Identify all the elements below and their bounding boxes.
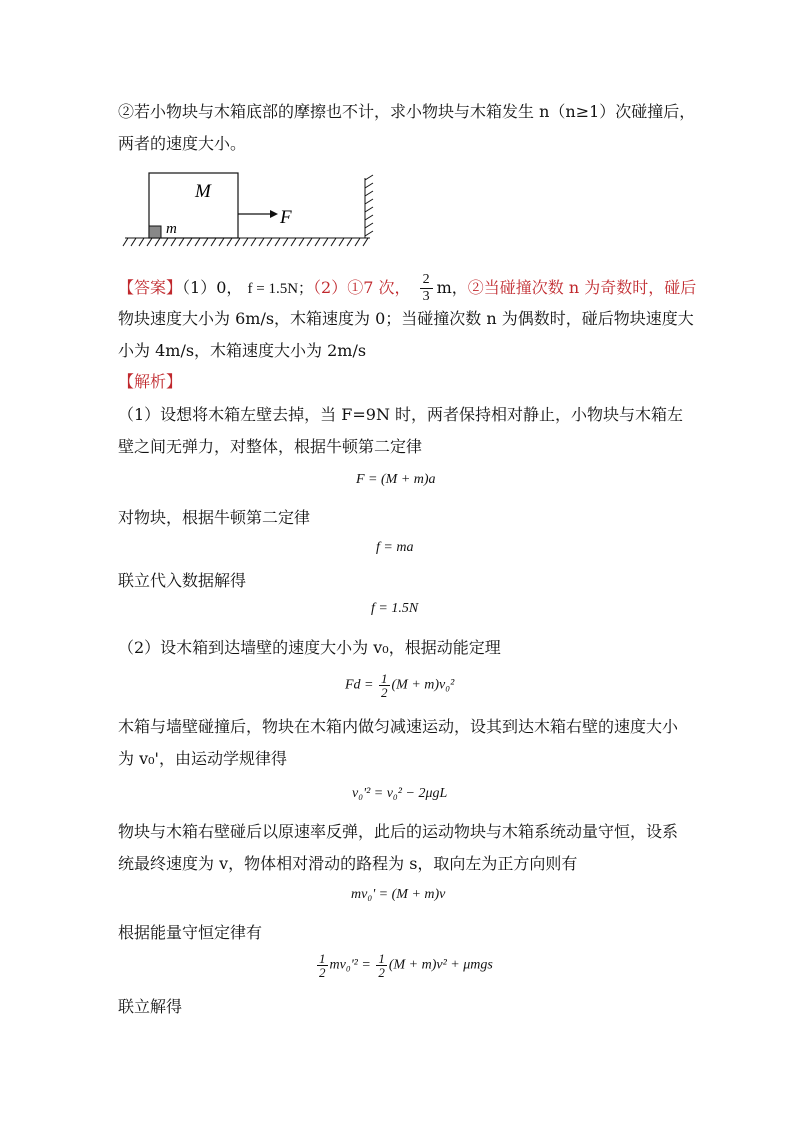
answer-line-3: 小为 4m/s，木箱速度大小为 2m/s xyxy=(118,341,367,360)
ground-hatching xyxy=(123,238,370,246)
analysis-p1-line1: （1）设想将木箱左壁去掉，当 F=9N 时，两者保持相对静止，小物块与木箱左 xyxy=(118,405,684,424)
small-block xyxy=(149,226,161,238)
analysis-p6-line1: 物块与木箱右壁碰后以原速率反弹，此后的运动物块与木箱系统动量守恒，设系 xyxy=(118,822,679,841)
half-den-a: 2 xyxy=(319,965,326,980)
equation-7-a: mv₀'² = xyxy=(329,957,371,973)
analysis-p3: 联立代入数据解得 xyxy=(118,571,247,590)
equation-5: v₀'² = v₀² − 2μgL xyxy=(352,786,448,801)
equation-3: f = 1.5N xyxy=(371,601,419,616)
equation-4 xyxy=(345,672,454,699)
analysis-p6-line2: 统最终速度为 v，物体相对滑动的路程为 s，取向左为正方向则有 xyxy=(118,854,578,873)
analysis-p5-line2: 为 v₀'，由运动学规律得 xyxy=(118,749,287,768)
answer-part3: ②当碰撞次数 n 为奇数时，碰后 xyxy=(467,278,697,297)
equation-2: f = ma xyxy=(376,540,414,555)
equation-4-half xyxy=(379,672,390,699)
equation-7-half-a xyxy=(317,952,328,979)
half-num-a: 1 xyxy=(319,951,326,966)
question-line-2: 两者的速度大小。 xyxy=(118,134,247,153)
analysis-p8: 联立解得 xyxy=(118,997,183,1016)
equation-7 xyxy=(315,952,493,979)
answer-fraction xyxy=(420,272,433,305)
analysis-p7: 根据能量守恒定律有 xyxy=(118,923,263,942)
equation-6: mv₀' = (M + m)v xyxy=(351,887,446,902)
block-label: m xyxy=(166,221,177,237)
analysis-p4: （2）设木箱到达墙壁的速度大小为 v₀，根据动能定理 xyxy=(118,638,501,657)
question-line-1: ②若小物块与木箱底部的摩擦也不计，求小物块与木箱发生 n（n≥1）次碰撞后， xyxy=(118,102,696,121)
analysis-p1-line2: 壁之间无弹力，对整体，根据牛顿第二定律 xyxy=(118,437,423,456)
answer-line-1 xyxy=(118,272,696,305)
wooden-box xyxy=(149,173,238,238)
analysis-p5-line1: 木箱与墙壁碰撞后，物块在木箱内做匀减速运动，设其到达木箱右壁的速度大小 xyxy=(118,717,679,736)
box-label: M xyxy=(195,181,211,202)
half-den: 2 xyxy=(381,685,388,700)
force-label: F xyxy=(280,207,292,228)
answer-frac-num: 2 xyxy=(420,272,433,289)
answer-tag: 【答案】 xyxy=(118,278,183,297)
half-num-b: 1 xyxy=(378,951,385,966)
equation-1: F = (M + m)a xyxy=(356,472,436,487)
force-arrow xyxy=(238,210,278,218)
equation-7-half-b xyxy=(376,952,387,979)
answer-frac-unit: m， xyxy=(436,278,468,297)
equation-7-b: (M + m)v² + μmgs xyxy=(388,957,493,973)
answer-part1: （1）0， xyxy=(182,278,243,297)
half-den-b: 2 xyxy=(378,965,385,980)
equation-4-left: Fd = xyxy=(345,677,374,693)
answer-line-2: 物块速度大小为 6m/s，木箱速度为 0；当碰撞次数 n 为偶数时，碰后物块速度大 xyxy=(118,309,694,328)
answer-frac-den: 3 xyxy=(422,289,430,304)
analysis-p2: 对物块，根据牛顿第二定律 xyxy=(118,508,311,527)
wall-hatching xyxy=(365,175,373,238)
half-num: 1 xyxy=(381,671,388,686)
answer-f-value: f = 1.5N； xyxy=(247,281,314,297)
answer-part2: （2）①7 次， xyxy=(313,278,411,297)
physics-figure xyxy=(120,170,380,254)
analysis-tag: 【解析】 xyxy=(118,372,183,391)
equation-4-right: (M + m)v₀² xyxy=(391,677,455,693)
